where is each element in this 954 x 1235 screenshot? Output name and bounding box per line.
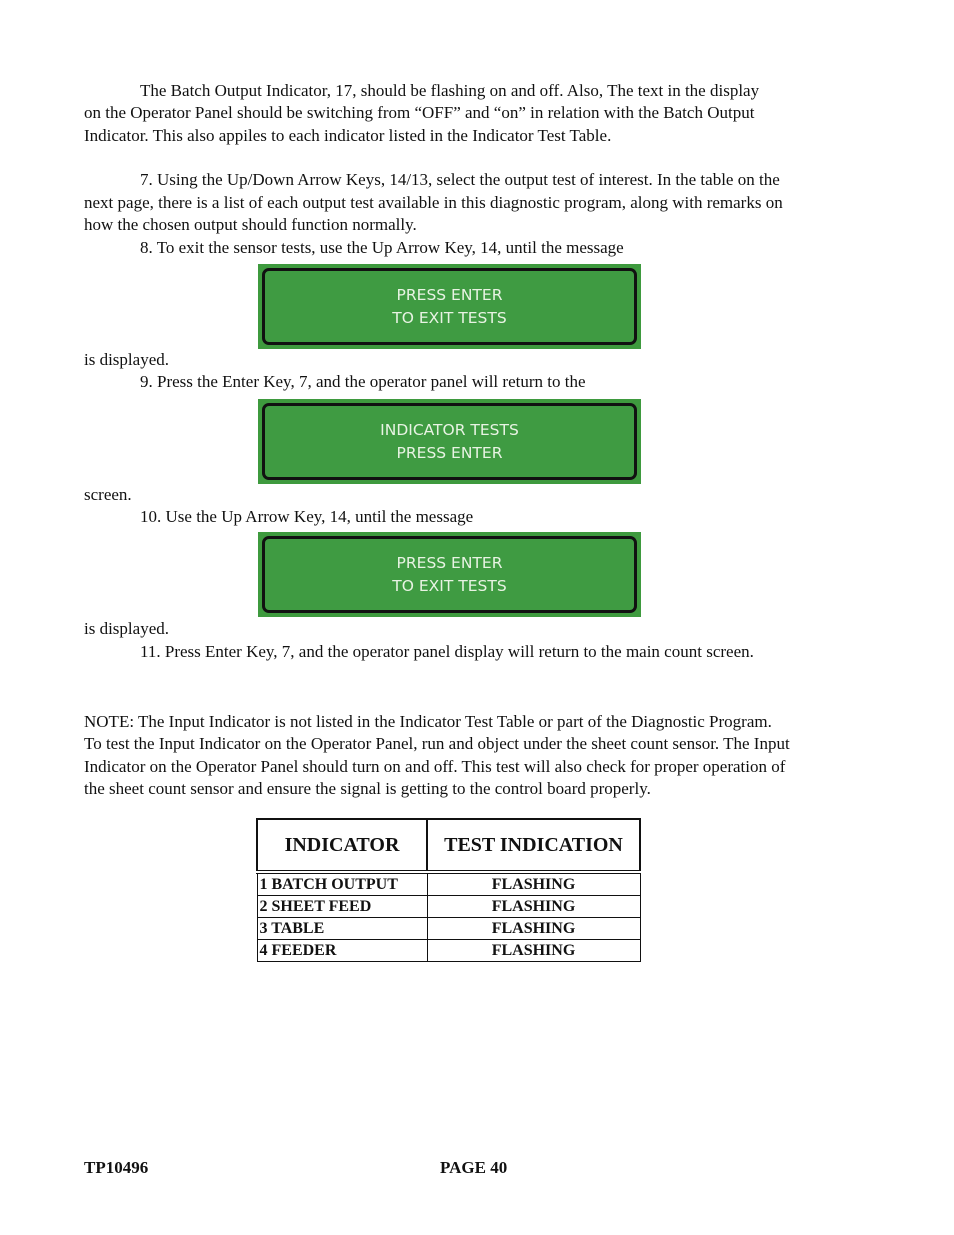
cell-test-indication: FLASHING	[427, 896, 640, 918]
text-line: NOTE: The Input Indicator is not listed in the Indicator Test Table or part of the Diagnostic Program.	[84, 712, 772, 731]
footer-doc-id: TP10496	[84, 1158, 149, 1177]
footer-page-number: PAGE 40	[440, 1158, 508, 1177]
table-row	[257, 872, 640, 896]
indicator-test-table	[256, 818, 641, 962]
step-9: 9. Press the Enter Key, 7, and the operator panel will return to the	[140, 372, 586, 391]
cell-test-indication: FLASHING	[427, 918, 640, 940]
table-header-row	[257, 819, 640, 872]
text-is-displayed: is displayed.	[84, 350, 169, 369]
cell-indicator: 1 BATCH OUTPUT	[257, 872, 427, 896]
cell-test-indication: FLASHING	[427, 872, 640, 896]
step-10: 10. Use the Up Arrow Key, 14, until the message	[140, 507, 474, 526]
lcd-line-1: PRESS ENTER	[396, 285, 503, 304]
text-line: on the Operator Panel should be switching from “OFF” and “on” in relation with the Batch Output	[84, 103, 755, 122]
step-8: 8. To exit the sensor tests, use the Up Arrow Key, 14, until the message	[140, 238, 624, 257]
text-screen: screen.	[84, 485, 132, 504]
step-11: 11. Press Enter Key, 7, and the operator panel display will return to the main count screen.	[140, 642, 754, 661]
text-line: The Batch Output Indicator, 17, should be flashing on and off. Also, The text in the display	[140, 81, 760, 100]
table-row	[257, 896, 640, 918]
table-row	[257, 940, 640, 962]
lcd-line-2: TO EXIT TESTS	[392, 308, 507, 327]
lcd-line-1: PRESS ENTER	[396, 553, 503, 572]
text-line: 7. Using the Up/Down Arrow Keys, 14/13, select the output test of interest. In the table on the	[140, 170, 780, 189]
text-line: Indicator. This also appiles to each indicator listed in the Indicator Test Table.	[84, 126, 612, 145]
lcd-line-2: PRESS ENTER	[396, 443, 503, 462]
lcd-display-exit-tests-2	[258, 532, 641, 617]
cell-test-indication: FLASHING	[427, 940, 640, 962]
text-line: how the chosen output should function normally.	[84, 215, 417, 234]
cell-indicator: 4 FEEDER	[257, 940, 427, 962]
column-header-test-indication: TEST INDICATION	[427, 819, 640, 872]
table-row	[257, 918, 640, 940]
text-is-displayed: is displayed.	[84, 619, 169, 638]
lcd-display-exit-tests	[258, 264, 641, 349]
text-line: Indicator on the Operator Panel should turn on and off. This test will also check for proper operation of	[84, 757, 786, 776]
column-header-indicator: INDICATOR	[257, 819, 427, 872]
text-line: the sheet count sensor and ensure the signal is getting to the control board properly.	[84, 779, 651, 798]
text-line: To test the Input Indicator on the Operator Panel, run and object under the sheet count sensor. The Input	[84, 734, 790, 753]
cell-indicator: 2 SHEET FEED	[257, 896, 427, 918]
text-line: next page, there is a list of each output test available in this diagnostic program, along with remarks on	[84, 193, 783, 212]
cell-indicator: 3 TABLE	[257, 918, 427, 940]
lcd-line-2: TO EXIT TESTS	[392, 576, 507, 595]
lcd-line-1: INDICATOR TESTS	[380, 420, 519, 439]
lcd-display-indicator-tests	[258, 399, 641, 484]
